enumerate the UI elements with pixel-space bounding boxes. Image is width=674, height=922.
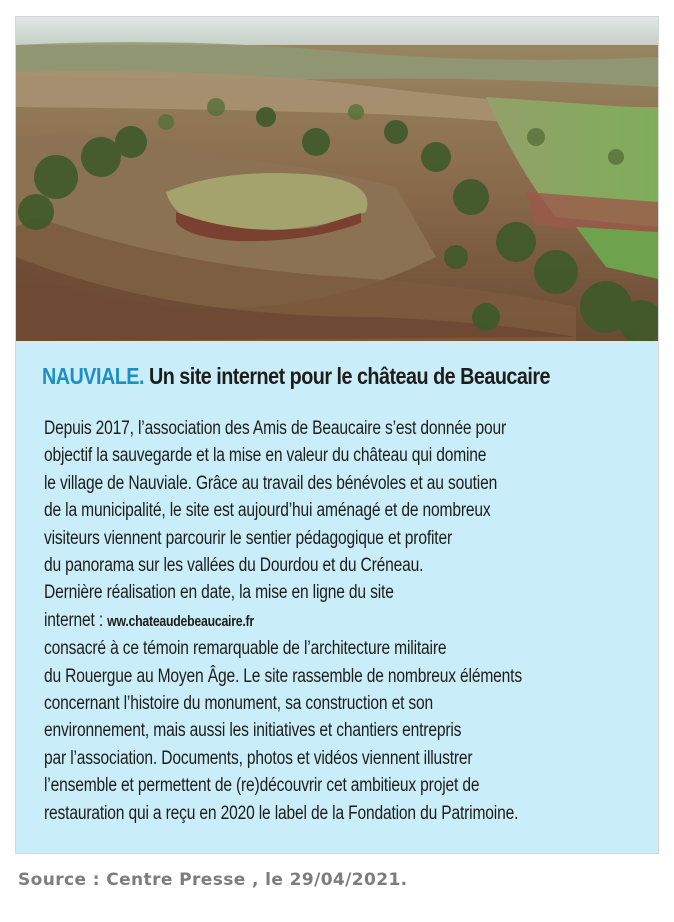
body-line: par l’association. Documents, photos et vidéos viennent illustrer [44, 747, 473, 769]
body-line: visiteurs viennent parcourir le sentier pédagogique et profiter [44, 527, 452, 549]
headline-title: Un site internet pour le château de Beaucaire [143, 363, 551, 389]
body-line: Depuis 2017, l’association des Amis de Beaucaire s’est donnée pour [44, 418, 507, 439]
body-line: Dernière réalisation en date, la mise en ligne du site [44, 582, 394, 604]
body-line: de la municipalité, le site est aujourd’hui aménagé et de nombreux [44, 500, 491, 522]
article-body [44, 415, 618, 827]
body-line-url [44, 607, 618, 635]
castle-aerial-photo [16, 17, 658, 341]
body-line: concernant l’histoire du monument, sa construction et son [44, 693, 434, 715]
body-line: l’ensemble et permettent de (re)découvrir cet ambitieux projet de [44, 775, 480, 797]
website-url: ww.chateaudebeaucaire.fr [107, 612, 254, 630]
body-line: le village de Nauviale. Grâce au travail des bénévoles et au soutien [44, 472, 498, 494]
body-line: consacré à ce témoin remarquable de l’architecture militaire [44, 638, 447, 660]
headline-place: NAUVIALE. [42, 363, 144, 389]
article-headline [42, 363, 567, 390]
body-line: du panorama sur les vallées du Dourdou et du Créneau. [44, 555, 424, 577]
body-line: du Rouergue au Moyen Âge. Le site rassemble de nombreux éléments [44, 665, 522, 687]
body-line: restauration qui a reçu en 2020 le label de la Fondation du Patrimoine. [44, 802, 519, 824]
source-credit: Source : Centre Presse , le 29/04/2021. [18, 870, 408, 890]
body-line: environnement, mais aussi les initiatives et chantiers entrepris [44, 720, 462, 742]
article-clipping [15, 16, 659, 854]
url-prefix: internet : [44, 609, 108, 631]
body-line: objectif la sauvegarde et la mise en valeur du château qui domine [44, 445, 487, 467]
